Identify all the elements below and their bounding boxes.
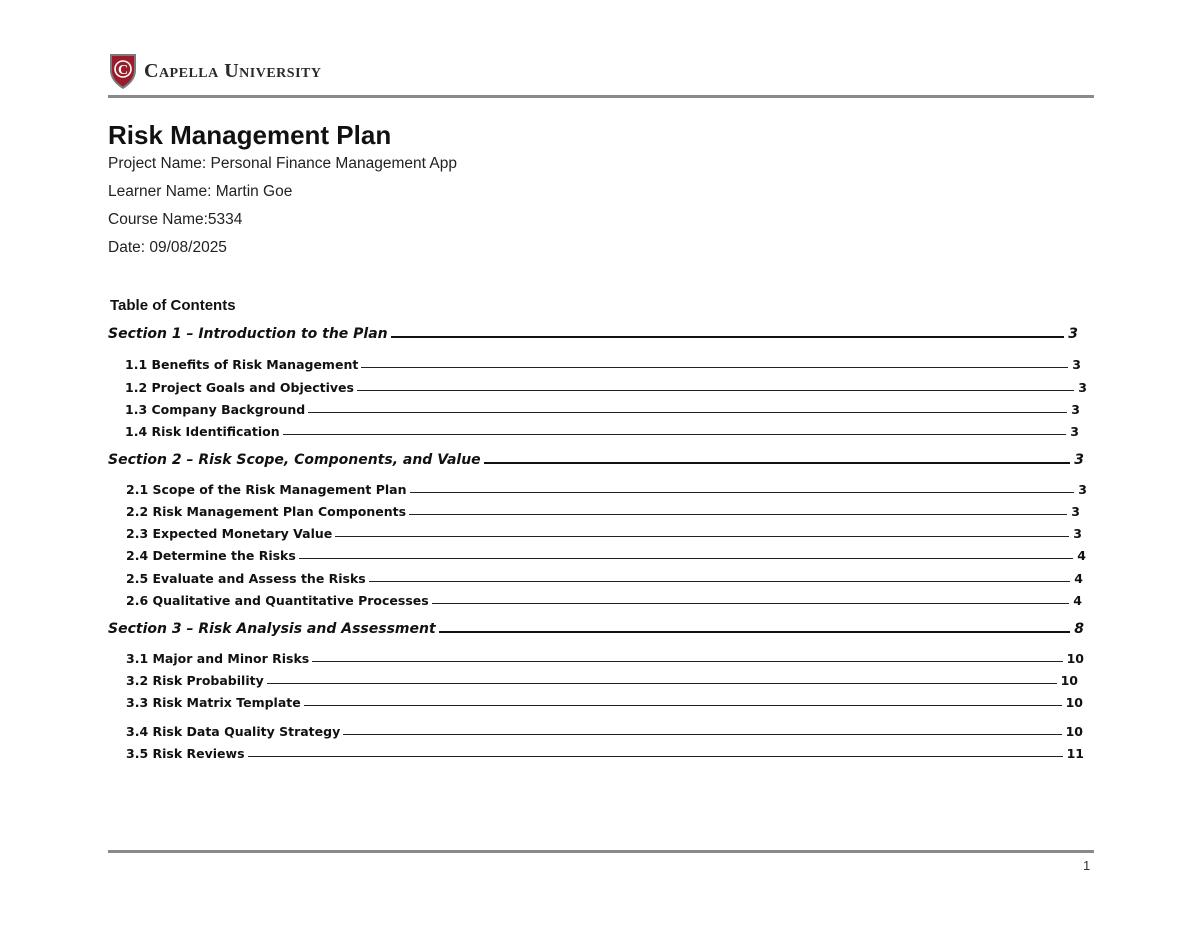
toc-entry-1-3[interactable]	[125, 402, 1080, 417]
toc-leader	[335, 536, 1069, 537]
toc-entry-page: 10	[1065, 695, 1083, 710]
toc-leader	[439, 631, 1071, 633]
toc-entry-2-3[interactable]	[126, 526, 1082, 541]
toc-entry-page: 3	[1073, 526, 1082, 541]
toc-entry-label: 2.6 Qualitative and Quantitative Processes	[126, 593, 429, 608]
logo-letter: C	[117, 63, 129, 78]
toc-leader	[432, 603, 1070, 604]
toc-entry-2-4[interactable]	[126, 548, 1086, 563]
toc-leader	[267, 683, 1057, 684]
toc-entry-label: Section 1 – Introduction to the Plan	[108, 326, 388, 342]
toc-entry-page: 10	[1065, 724, 1083, 739]
toc-entry-label: 2.3 Expected Monetary Value	[126, 526, 333, 541]
toc-entry-label: 3.4 Risk Data Quality Strategy	[126, 724, 341, 739]
toc-leader	[248, 756, 1063, 757]
document-title: Risk Management Plan	[108, 120, 392, 150]
learner-name: Learner Name: Martin Goe	[108, 183, 293, 200]
toc-entry-page: 3	[1068, 326, 1078, 342]
toc-entry-2-6[interactable]	[126, 593, 1082, 608]
toc-leader	[299, 558, 1073, 559]
toc-entry-page: 3	[1078, 380, 1087, 395]
toc-entry-label: 2.2 Risk Management Plan Components	[126, 504, 407, 519]
toc-section-2[interactable]	[108, 452, 1084, 468]
page-number: 1	[1083, 858, 1091, 873]
toc-entry-label: 3.3 Risk Matrix Template	[126, 695, 301, 710]
toc-section-1[interactable]	[108, 326, 1078, 342]
toc-entry-3-5[interactable]	[126, 746, 1084, 761]
toc-entry-page: 11	[1066, 746, 1084, 761]
toc-entry-label: 2.5 Evaluate and Assess the Risks	[126, 571, 366, 586]
course-name: Course Name:5334	[108, 211, 243, 228]
toc-entry-label: 3.5 Risk Reviews	[126, 746, 245, 761]
toc-leader	[283, 434, 1067, 435]
toc-leader	[484, 462, 1071, 464]
toc-leader	[361, 367, 1068, 368]
toc-entry-label: Section 3 – Risk Analysis and Assessment	[108, 621, 436, 637]
toc-entry-page: 4	[1073, 593, 1082, 608]
project-name: Project Name: Personal Finance Management App	[108, 155, 457, 172]
toc-heading: Table of Contents	[110, 297, 236, 314]
footer-rule	[108, 850, 1094, 853]
toc-entry-page: 4	[1074, 571, 1083, 586]
toc-entry-page: 8	[1074, 621, 1084, 637]
capella-shield-logo-icon	[108, 52, 138, 90]
toc-entry-page: 3	[1072, 357, 1081, 372]
toc-entry-label: 1.2 Project Goals and Objectives	[125, 380, 354, 395]
toc-entry-page: 10	[1066, 651, 1084, 666]
toc-entry-3-3[interactable]	[126, 695, 1083, 710]
toc-entry-page: 3	[1071, 504, 1080, 519]
toc-entry-label: 1.4 Risk Identification	[125, 424, 280, 439]
toc-entry-label: 3.1 Major and Minor Risks	[126, 651, 310, 666]
toc-leader	[410, 492, 1075, 493]
toc-leader	[304, 705, 1062, 706]
university-name: Capella University	[144, 59, 322, 82]
toc-entry-page: 3	[1078, 482, 1087, 497]
toc-leader	[312, 661, 1062, 662]
toc-entry-page: 3	[1074, 452, 1084, 468]
toc-entry-2-5[interactable]	[126, 571, 1083, 586]
toc-entry-label: 1.3 Company Background	[125, 402, 306, 417]
toc-entry-3-2[interactable]	[126, 673, 1078, 688]
toc-entry-2-2[interactable]	[126, 504, 1080, 519]
toc-leader	[357, 390, 1074, 391]
toc-entry-label: 1.1 Benefits of Risk Management	[125, 357, 359, 372]
document-date: Date: 09/08/2025	[108, 239, 227, 256]
toc-leader	[391, 336, 1065, 338]
toc-entry-page: 3	[1071, 402, 1080, 417]
toc-leader	[308, 412, 1067, 413]
toc-entry-page: 4	[1077, 548, 1086, 563]
toc-leader	[369, 581, 1071, 582]
toc-entry-3-1[interactable]	[126, 651, 1084, 666]
toc-leader	[343, 734, 1061, 735]
toc-entry-1-4[interactable]	[125, 424, 1079, 439]
toc-entry-3-4[interactable]	[126, 724, 1083, 739]
toc-entry-2-1[interactable]	[126, 482, 1087, 497]
toc-entry-1-2[interactable]	[125, 380, 1087, 395]
toc-entry-label: 2.4 Determine the Risks	[126, 548, 296, 563]
toc-entry-label: Section 2 – Risk Scope, Components, and Value	[108, 452, 481, 468]
toc-section-3[interactable]	[108, 621, 1084, 637]
toc-entry-page: 3	[1070, 424, 1079, 439]
capella-header	[108, 52, 321, 90]
toc-entry-label: 3.2 Risk Probability	[126, 673, 264, 688]
toc-entry-label: 2.1 Scope of the Risk Management Plan	[126, 482, 407, 497]
toc-entry-page: 10	[1060, 673, 1078, 688]
header-rule	[108, 95, 1094, 98]
toc-leader	[409, 514, 1067, 515]
toc-entry-1-1[interactable]	[125, 357, 1081, 372]
